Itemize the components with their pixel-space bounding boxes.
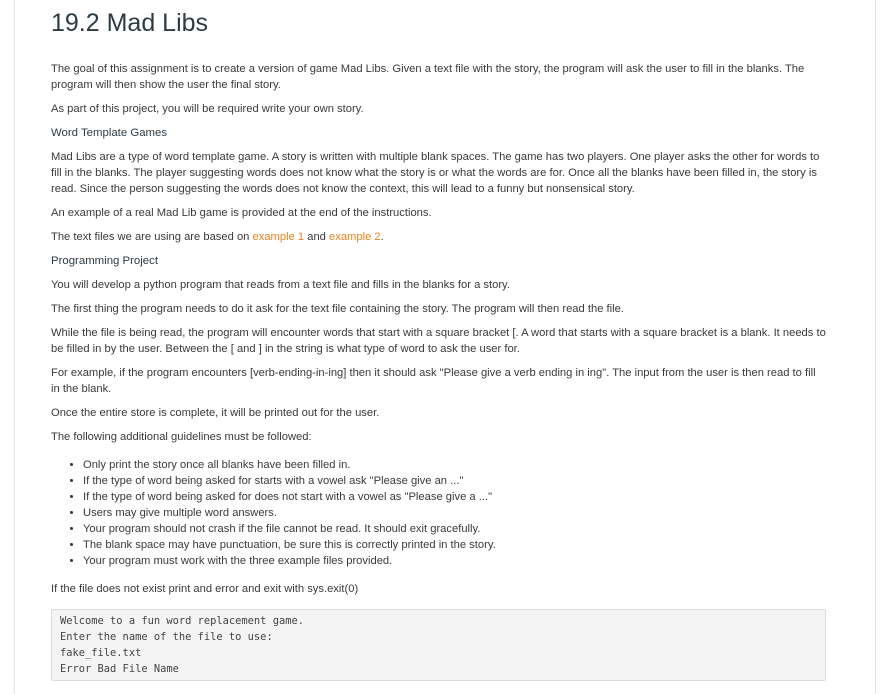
project-paragraph-3: While the file is being read, the program will encounter words that start with a square bracket [. A word that starts with a square bracket is a blank. It needs to be filled in by the user. Between the [ and ] in the string is what type of word to ask the user for. (51, 327, 826, 355)
project-paragraph-6: The following additional guidelines must be followed: (51, 431, 312, 443)
code-line: Error Bad File Name (60, 663, 179, 675)
example-2-link[interactable]: example 2 (329, 231, 381, 243)
text-files-before: The text files we are using are based on (51, 231, 253, 243)
project-paragraph-1: You will develop a python program that reads from a text file and fills in the blanks for a story. (51, 279, 510, 291)
project-paragraph-5: Once the entire store is complete, it will be printed out for the user. (51, 407, 380, 419)
code-line: fake_file.txt (60, 647, 142, 659)
section-heading-word-template: Word Template Games (51, 127, 168, 139)
list-item: • Your program should not crash if the file cannot be read. It should exit gracefully. (83, 521, 826, 537)
word-template-paragraph: Mad Libs are a type of word template game. A story is written with multiple blank spaces. The game has two players. One player asks the other for words to fill in the blanks. The player suggesting words does not know what the story is or what the words are for. Once all the blanks have been filled in, the story is read. Since the person suggesting the words does not know the context, this will lead to a funny but nonsensical story. (51, 151, 820, 195)
page-title: 19.2 Mad Libs (51, 9, 209, 37)
code-line: Enter the name of the file to use: (60, 631, 273, 643)
assignment-body (51, 61, 826, 681)
project-paragraph-2: The first thing the program needs to do it ask for the text file containing the story. The program will then read the file. (51, 303, 624, 315)
list-item: • Only print the story once all blanks have been filled in. (83, 457, 826, 473)
file-error-paragraph: If the file does not exist print and error and exit with sys.exit(0) (51, 583, 359, 595)
section-heading-programming-project: Programming Project (51, 255, 158, 267)
text-files-mid: and (304, 231, 330, 243)
list-item: • If the type of word being asked for starts with a vowel ask "Please give an ..." (83, 473, 826, 489)
text-files-after: . (380, 231, 384, 243)
list-item: • The blank space may have punctuation, be sure this is correctly printed in the story. (83, 537, 826, 553)
intro-paragraph-2: As part of this project, you will be required write your own story. (51, 103, 364, 115)
list-item: • Your program must work with the three example files provided. (83, 553, 826, 569)
text-files-paragraph (51, 229, 826, 245)
sample-output-code-block (51, 609, 826, 681)
project-paragraph-4: For example, if the program encounters [verb-ending-in-ing] then it should ask "Please give a verb ending in ing". The input from the user is then read to fill in the blank. (51, 367, 816, 395)
intro-paragraph-1: The goal of this assignment is to create a version of game Mad Libs. Given a text file with the story, the program will ask the user to fill in the blanks. The program will then show the user the final story. (51, 63, 805, 91)
guidelines-list (51, 457, 826, 569)
list-item: • If the type of word being asked for does not start with a vowel as "Please give a ..." (83, 489, 826, 505)
list-item: • Users may give multiple word answers. (83, 505, 826, 521)
code-line: Welcome to a fun word replacement game. (60, 615, 304, 627)
example-note-paragraph: An example of a real Mad Lib game is provided at the end of the instructions. (51, 207, 432, 219)
example-1-link[interactable]: example 1 (252, 231, 305, 243)
